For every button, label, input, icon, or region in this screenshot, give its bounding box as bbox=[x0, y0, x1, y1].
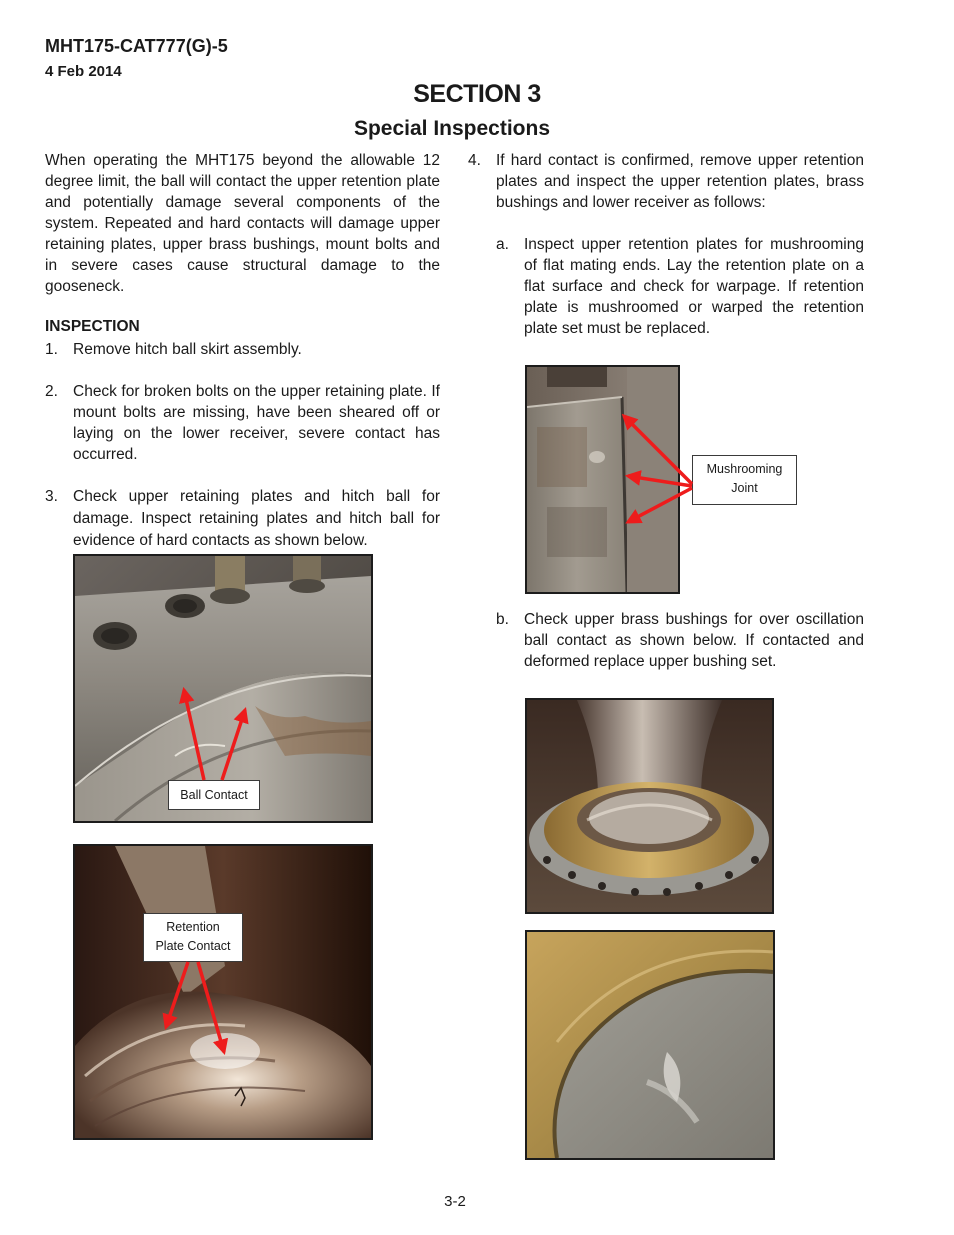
deformed-brass-bushing-photo bbox=[525, 930, 775, 1160]
section-subtitle: Special Inspections bbox=[353, 117, 551, 140]
document-date: 4 Feb 2014 bbox=[45, 63, 122, 80]
retention-plate-contact-callout bbox=[143, 913, 243, 962]
callout-label-line1: Retention bbox=[166, 920, 220, 934]
retention-plate-contact-photo bbox=[73, 844, 373, 1140]
callout-label-line2: Joint bbox=[731, 481, 758, 495]
callout-label: Ball Contact bbox=[180, 788, 248, 802]
step-1 bbox=[45, 339, 440, 360]
step-text: Remove hitch ball skirt assembly. bbox=[73, 341, 302, 358]
callout-label-line1: Mushrooming bbox=[706, 462, 783, 476]
substep-text: Check upper brass bushings for over oscillation ball contact as shown below. If contacted and deformed replace upper bushing set. bbox=[524, 611, 864, 670]
substep-a bbox=[496, 234, 864, 339]
intro-paragraph: When operating the MHT175 beyond the allowable 12 degree limit, the ball will contact the upper retention plate and potentially damage several components of the system. Repeated and hard contacts will damage upper retaining plates, upper brass bushings, mount bolts and in severe cases cause structural damage to the gooseneck. bbox=[45, 152, 440, 295]
page-number: 3-2 bbox=[444, 1193, 466, 1210]
substep-b bbox=[496, 609, 864, 672]
step-text: Check upper retaining plates and hitch ball for damage. Inspect retaining plates and hitch ball for evidence of hard contacts as shown below. bbox=[73, 488, 440, 549]
substep-text: Inspect upper retention plates for mushrooming of flat mating ends. Lay the retention plate on a flat surface and check for warpage. If retention plate is mushroomed or warped the retention plate set must be replaced. bbox=[524, 236, 864, 337]
mushrooming-joint-photo bbox=[525, 365, 680, 594]
step-number: 3. bbox=[45, 488, 58, 505]
brass-bushing-ball-photo bbox=[525, 698, 774, 914]
substep-letter: b. bbox=[496, 611, 509, 628]
document-code: MHT175-CAT777(G)-5 bbox=[45, 36, 228, 56]
step-4 bbox=[468, 150, 864, 213]
substep-letter: a. bbox=[496, 236, 509, 253]
step-number: 2. bbox=[45, 383, 58, 400]
step-3 bbox=[45, 486, 440, 552]
step-number: 1. bbox=[45, 341, 58, 358]
step-number: 4. bbox=[468, 152, 481, 169]
callout-label-line2: Plate Contact bbox=[155, 939, 231, 953]
inspection-heading: INSPECTION bbox=[45, 318, 140, 335]
step-text: Check for broken bolts on the upper retaining plate. If mount bolts are missing, have been sheared off or laying on the lower receiver, severe contact has occurred. bbox=[73, 383, 440, 463]
step-2 bbox=[45, 381, 440, 465]
section-title: SECTION 3 bbox=[413, 80, 541, 108]
mushrooming-joint-callout bbox=[692, 455, 797, 505]
step-text: If hard contact is confirmed, remove upper retention plates and inspect the upper retention plates, brass bushings and lower receiver as follows: bbox=[496, 152, 864, 211]
ball-contact-callout bbox=[168, 780, 260, 810]
